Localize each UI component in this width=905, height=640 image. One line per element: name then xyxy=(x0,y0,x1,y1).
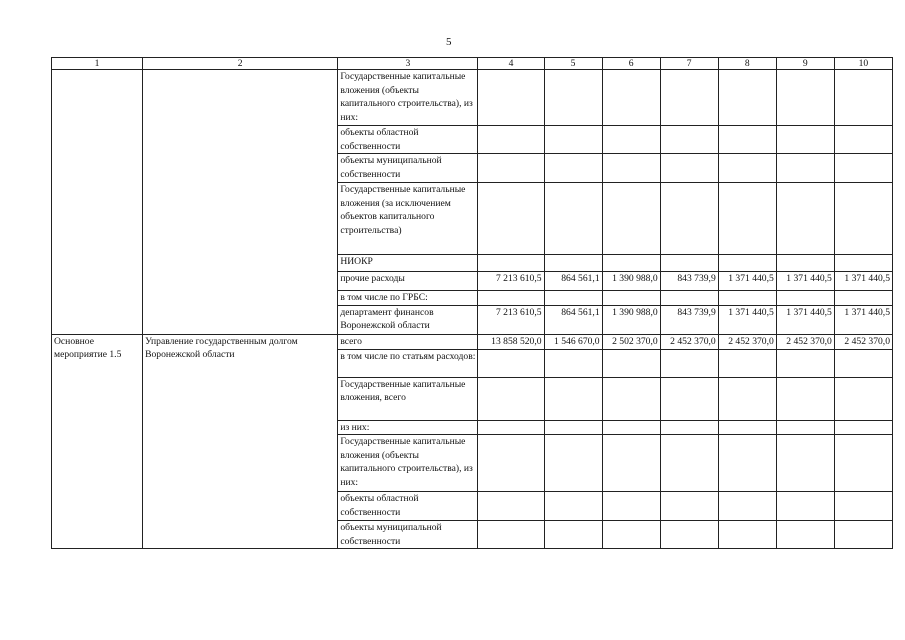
value-cell xyxy=(660,521,718,549)
value-cell xyxy=(544,420,602,435)
table-row xyxy=(52,70,893,126)
value-cell xyxy=(834,377,892,420)
value-cell xyxy=(834,521,892,549)
value-cell: 7 213 610,5 xyxy=(478,305,544,334)
budget-table xyxy=(51,57,893,549)
row-label: Государственные капитальные вложения (за исключением объектов капитального строительства) xyxy=(338,183,478,255)
value-cell xyxy=(776,255,834,272)
value-cell: 864 561,1 xyxy=(544,305,602,334)
value-cell xyxy=(478,521,544,549)
value-cell xyxy=(544,154,602,183)
measure-name: Основное мероприятие 1.5 xyxy=(52,334,143,549)
value-cell: 2 452 370,0 xyxy=(718,334,776,349)
value-cell xyxy=(718,255,776,272)
value-cell xyxy=(602,349,660,377)
value-cell: 1 371 440,5 xyxy=(718,272,776,291)
value-cell xyxy=(660,349,718,377)
value-cell: 864 561,1 xyxy=(544,272,602,291)
value-cell xyxy=(660,492,718,521)
value-cell xyxy=(718,377,776,420)
value-cell xyxy=(478,154,544,183)
value-cell xyxy=(718,154,776,183)
value-cell xyxy=(834,70,892,126)
value-cell: 13 858 520,0 xyxy=(478,334,544,349)
value-cell xyxy=(478,492,544,521)
value-cell xyxy=(660,420,718,435)
header-cell: 6 xyxy=(602,58,660,70)
value-cell xyxy=(544,492,602,521)
value-cell: 843 739,9 xyxy=(660,272,718,291)
value-cell xyxy=(718,521,776,549)
value-cell xyxy=(478,70,544,126)
value-cell xyxy=(478,377,544,420)
value-cell xyxy=(602,492,660,521)
value-cell xyxy=(660,126,718,154)
row-label: НИОКР xyxy=(338,255,478,272)
value-cell xyxy=(478,420,544,435)
value-cell xyxy=(478,126,544,154)
value-cell: 1 390 988,0 xyxy=(602,305,660,334)
header-cell: 4 xyxy=(478,58,544,70)
value-cell xyxy=(776,70,834,126)
row-label: департамент финансов Воронежской области xyxy=(338,305,478,334)
value-cell xyxy=(602,154,660,183)
value-cell xyxy=(834,255,892,272)
value-cell: 1 546 670,0 xyxy=(544,334,602,349)
value-cell xyxy=(660,435,718,492)
row-label: объекты областной собственности xyxy=(338,492,478,521)
row-label: всего xyxy=(338,334,478,349)
value-cell xyxy=(718,420,776,435)
value-cell xyxy=(660,377,718,420)
row-label: в том числе по ГРБС: xyxy=(338,291,478,306)
value-cell xyxy=(478,349,544,377)
value-cell xyxy=(478,183,544,255)
value-cell xyxy=(776,291,834,306)
row-label: в том числе по статьям расходов: xyxy=(338,349,478,377)
value-cell xyxy=(602,183,660,255)
value-cell: 843 739,9 xyxy=(660,305,718,334)
row-label: прочие расходы xyxy=(338,272,478,291)
value-cell xyxy=(544,255,602,272)
value-cell: 1 371 440,5 xyxy=(776,272,834,291)
row-label: Государственные капитальные вложения (объекты капитального строительства), из них: xyxy=(338,435,478,492)
value-cell xyxy=(834,492,892,521)
measure-description: Управление государственным долгом Воронежской области xyxy=(143,334,338,549)
page-number: 5 xyxy=(446,36,452,48)
value-cell xyxy=(544,521,602,549)
row-label: Государственные капитальные вложения (объекты капитального строительства), из них: xyxy=(338,70,478,126)
value-cell xyxy=(776,521,834,549)
value-cell xyxy=(718,291,776,306)
value-cell xyxy=(834,126,892,154)
value-cell xyxy=(544,435,602,492)
header-cell: 10 xyxy=(834,58,892,70)
value-cell xyxy=(602,521,660,549)
table-row xyxy=(52,334,893,349)
value-cell xyxy=(544,349,602,377)
value-cell: 1 371 440,5 xyxy=(776,305,834,334)
value-cell xyxy=(660,183,718,255)
value-cell: 1 371 440,5 xyxy=(834,272,892,291)
value-cell xyxy=(776,154,834,183)
value-cell xyxy=(776,377,834,420)
header-cell: 1 xyxy=(52,58,143,70)
header-cell: 8 xyxy=(718,58,776,70)
value-cell xyxy=(544,291,602,306)
value-cell: 2 452 370,0 xyxy=(834,334,892,349)
value-cell xyxy=(544,126,602,154)
value-cell xyxy=(834,291,892,306)
value-cell xyxy=(776,126,834,154)
value-cell xyxy=(834,435,892,492)
value-cell xyxy=(834,183,892,255)
value-cell xyxy=(718,70,776,126)
value-cell xyxy=(602,70,660,126)
row-label: Государственные капитальные вложения, всего xyxy=(338,377,478,420)
value-cell: 1 390 988,0 xyxy=(602,272,660,291)
value-cell xyxy=(478,291,544,306)
value-cell xyxy=(478,255,544,272)
value-cell xyxy=(602,420,660,435)
value-cell xyxy=(834,154,892,183)
value-cell xyxy=(776,183,834,255)
value-cell xyxy=(776,435,834,492)
value-cell xyxy=(602,435,660,492)
row-label: объекты муниципальной собственности xyxy=(338,154,478,183)
value-cell xyxy=(718,349,776,377)
value-cell: 2 452 370,0 xyxy=(776,334,834,349)
value-cell xyxy=(544,377,602,420)
value-cell xyxy=(478,435,544,492)
header-cell: 2 xyxy=(143,58,338,70)
value-cell xyxy=(660,70,718,126)
value-cell xyxy=(834,349,892,377)
value-cell: 2 502 370,0 xyxy=(602,334,660,349)
value-cell xyxy=(602,377,660,420)
value-cell: 7 213 610,5 xyxy=(478,272,544,291)
value-cell xyxy=(544,70,602,126)
value-cell xyxy=(718,126,776,154)
value-cell xyxy=(834,420,892,435)
header-cell: 5 xyxy=(544,58,602,70)
value-cell xyxy=(660,154,718,183)
header-cell: 7 xyxy=(660,58,718,70)
value-cell xyxy=(602,255,660,272)
value-cell: 2 452 370,0 xyxy=(660,334,718,349)
value-cell xyxy=(602,126,660,154)
value-cell xyxy=(776,420,834,435)
col1-cell-empty xyxy=(52,70,143,335)
row-label: объекты муниципальной собственности xyxy=(338,521,478,549)
row-label: объекты областной собственности xyxy=(338,126,478,154)
row-label: из них: xyxy=(338,420,478,435)
value-cell xyxy=(602,291,660,306)
value-cell xyxy=(776,349,834,377)
value-cell xyxy=(718,183,776,255)
header-cell: 3 xyxy=(338,58,478,70)
header-cell: 9 xyxy=(776,58,834,70)
value-cell xyxy=(718,492,776,521)
value-cell xyxy=(718,435,776,492)
value-cell xyxy=(660,255,718,272)
value-cell xyxy=(544,183,602,255)
header-row xyxy=(52,58,893,70)
value-cell: 1 371 440,5 xyxy=(834,305,892,334)
value-cell xyxy=(776,492,834,521)
value-cell: 1 371 440,5 xyxy=(718,305,776,334)
col2-cell-empty xyxy=(143,70,338,335)
value-cell xyxy=(660,291,718,306)
